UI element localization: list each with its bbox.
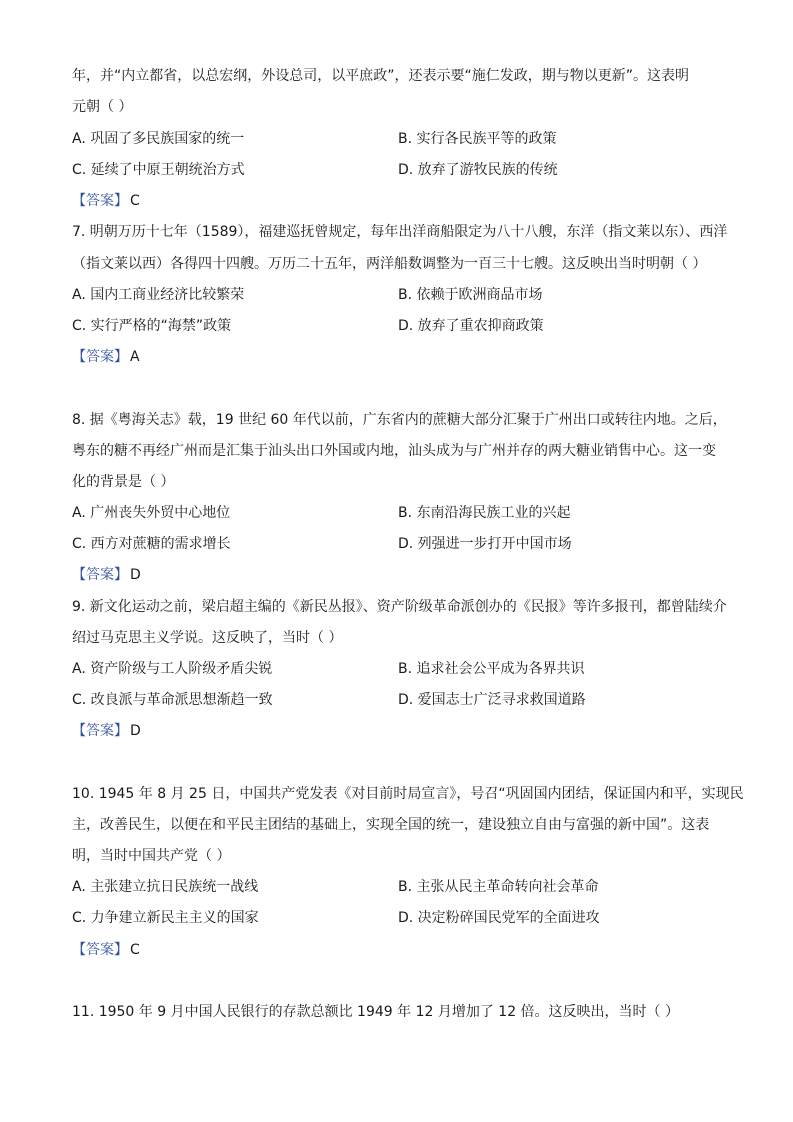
question-10-option-c: C. 力争建立新民主主义的国家 [72, 910, 259, 926]
question-10-option-a: A. 主张建立抗日民族统一战线 [72, 879, 259, 895]
question-6-text-line-2: 元朝（ ） [72, 99, 133, 115]
question-10-text-line-2: 主，改善民生，以便在和平民主团结的基础上，实现全国的统一，建设独立自由与富强的新中国”。这表 [72, 817, 710, 833]
answer-value: D [130, 567, 141, 583]
question-7-answer [72, 347, 140, 367]
answer-value: A [130, 349, 140, 365]
question-7-option-d: D. 放弃了重农抑商政策 [398, 318, 544, 334]
answer-tag: 【答案】 [72, 567, 128, 583]
question-6-option-d: D. 放弃了游牧民族的传统 [398, 162, 558, 178]
question-9-text-line-2: 绍过马克思主义学说。这反映了，当时（ ） [72, 630, 343, 646]
question-8-answer [72, 565, 141, 585]
question-8-option-d: D. 列强进一步打开中国市场 [398, 536, 572, 552]
question-7-text-line-1: 7. 明朝万历十七年（1589），福建巡抚曾规定，每年出洋商船限定为八十八艘，东洋（指文莱以东）、西洋 [72, 224, 728, 240]
answer-value: C [130, 942, 140, 958]
question-6-option-c: C. 延续了中原王朝统治方式 [72, 162, 245, 178]
question-10-option-b: B. 主张从民主革命转向社会革命 [398, 879, 599, 895]
answer-tag: 【答案】 [72, 193, 128, 209]
question-9-answer [72, 721, 141, 741]
question-8-option-c: C. 西方对蔗糖的需求增长 [72, 536, 231, 552]
question-8-text-line-1: 8. 据《粤海关志》载，19 世纪 60 年代以前，广东省内的蔗糖大部分汇聚于广州出口或转往内地。之后， [72, 412, 727, 428]
question-7-text-line-2: （指文莱以西）各得四十四艘。万历二十五年，两洋船数调整为一百三十七艘。这反映出当时明朝（ ） [72, 256, 707, 272]
question-7-option-c: C. 实行严格的“海禁”政策 [72, 318, 232, 334]
question-10-answer [72, 940, 140, 960]
answer-tag: 【答案】 [72, 723, 128, 739]
question-6-text-line-1: 年，并“内立都省，以总宏纲，外设总司，以平庶政”，还表示要“施仁发政，期与物以更新”。这表明 [72, 68, 690, 84]
question-10-text-line-1: 10. 1945 年 8 月 25 日，中国共产党发表《对目前时局宣言》，号召“巩固国内团结，保证国内和平，实现民 [72, 786, 744, 802]
question-9-option-b: B. 追求社会公平成为各界共识 [398, 661, 585, 677]
question-6-option-a: A. 巩固了多民族国家的统一 [72, 131, 245, 147]
question-8-option-b: B. 东南沿海民族工业的兴起 [398, 505, 571, 521]
question-9-option-d: D. 爱国志士广泛寻求救国道路 [398, 692, 586, 708]
question-11-text-line-1: 11. 1950 年 9 月中国人民银行的存款总额比 1949 年 12 月增加了 12 倍。这反映出，当时（ ） [72, 1004, 680, 1020]
answer-tag: 【答案】 [72, 349, 128, 365]
question-9-option-a: A. 资产阶级与工人阶级矛盾尖锐 [72, 661, 273, 677]
answer-tag: 【答案】 [72, 942, 128, 958]
question-7-option-b: B. 依赖于欧洲商品市场 [398, 287, 543, 303]
question-10-option-d: D. 决定粉碎国民党军的全面进攻 [398, 910, 600, 926]
question-9-option-c: C. 改良派与革命派思想渐趋一致 [72, 692, 273, 708]
question-6-answer [72, 191, 140, 211]
question-8-option-a: A. 广州丧失外贸中心地位 [72, 505, 231, 521]
question-8-text-line-3: 化的背景是（ ） [72, 474, 175, 490]
question-7-option-a: A. 国内工商业经济比较繁荣 [72, 287, 245, 303]
question-9-text-line-1: 9. 新文化运动之前，梁启超主编的《新民丛报》、资产阶级革命派创办的《民报》等许多报刊，都曾陆续介 [72, 599, 727, 615]
question-6-option-b: B. 实行各民族平等的政策 [398, 131, 557, 147]
question-8-text-line-2: 粤东的糖不再经广州而是汇集于汕头出口外国或内地，汕头成为与广州并存的两大糖业销售中心。这一变 [72, 443, 716, 459]
question-10-text-line-3: 明，当时中国共产党（ ） [72, 848, 231, 864]
answer-value: D [130, 723, 141, 739]
answer-value: C [130, 193, 140, 209]
